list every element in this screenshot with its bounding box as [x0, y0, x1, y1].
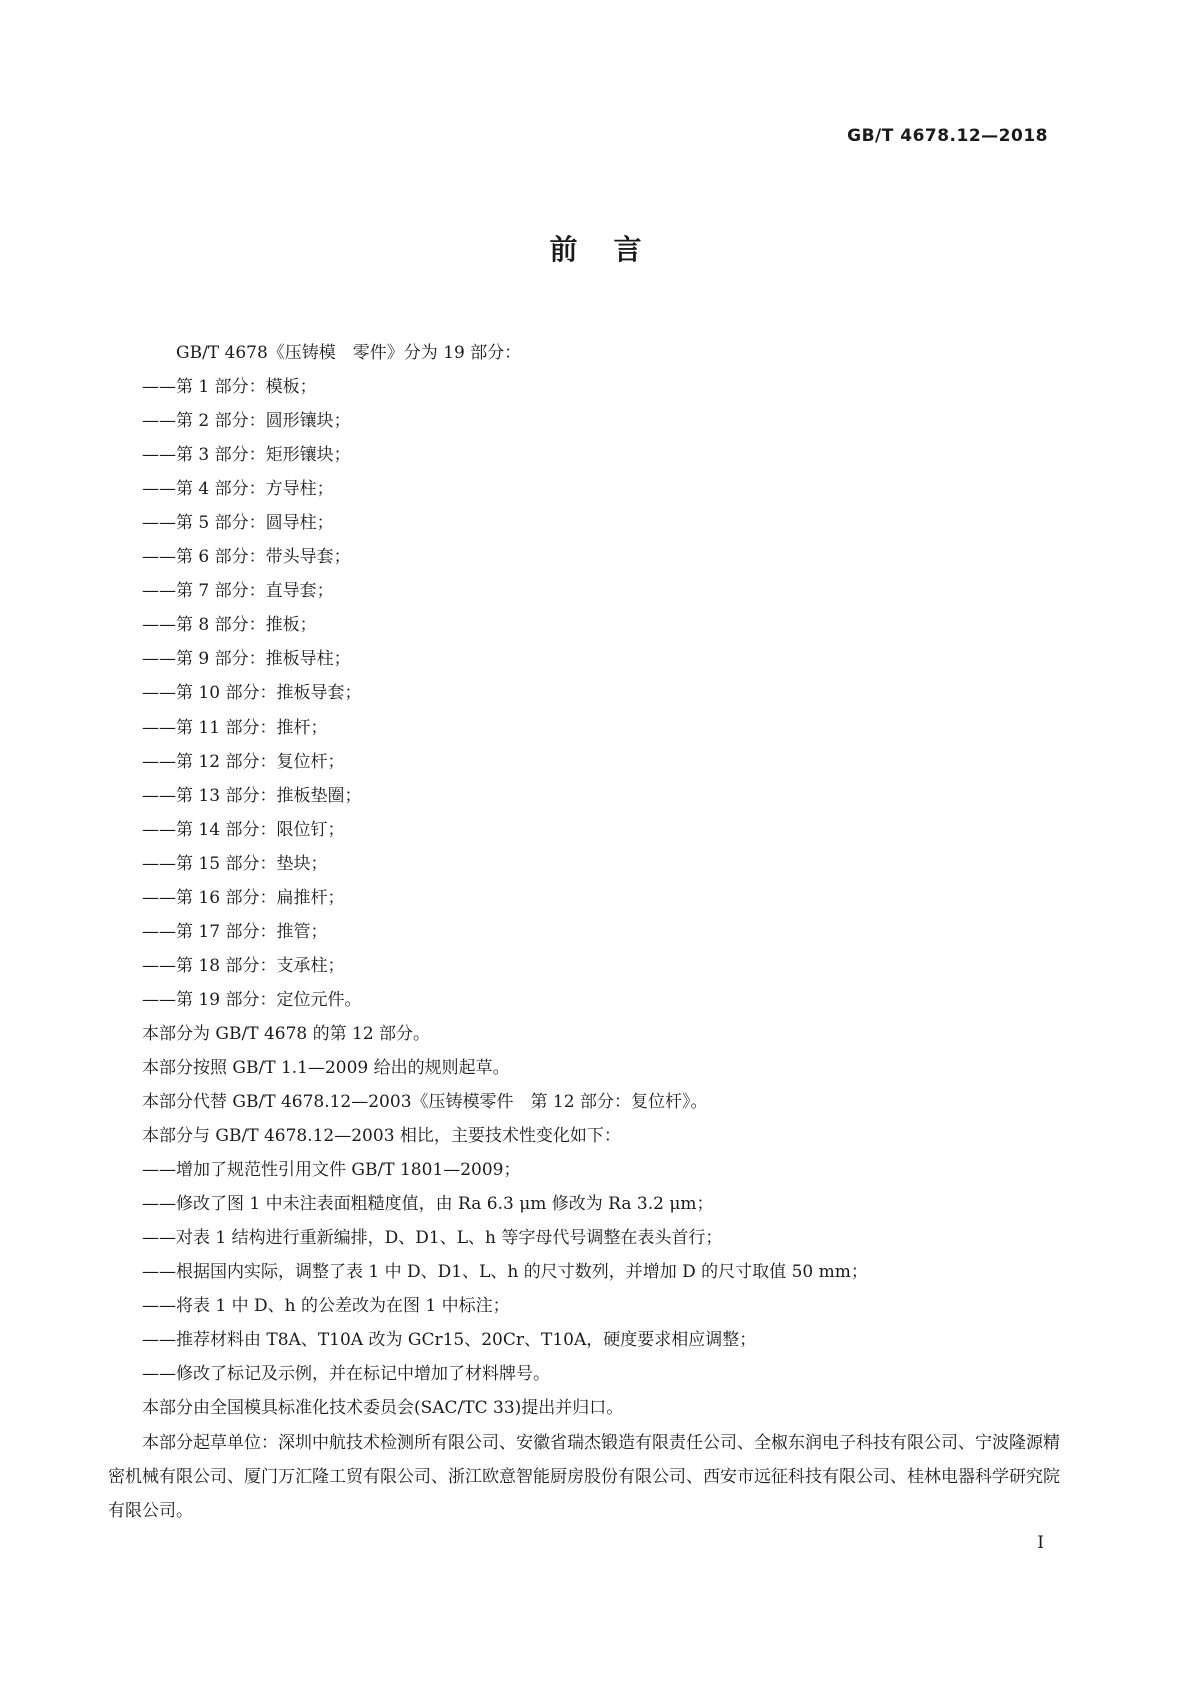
list-item: ——第 13 部分：推板垫圈； — [142, 785, 362, 806]
page-number: I — [1037, 1533, 1044, 1553]
list-item: ——第 16 部分：扁推杆； — [142, 887, 345, 908]
list-item: ——第 9 部分：推板导柱； — [142, 649, 351, 670]
list-item: ——第 17 部分：推管； — [142, 921, 328, 942]
list-item: ——第 1 部分：模板； — [142, 377, 317, 398]
parts-list — [142, 370, 1062, 1017]
list-item: ——第 2 部分：圆形镶块； — [142, 411, 351, 432]
document-code: GB/T 4678.12—2018 — [847, 126, 1048, 146]
page-title: 前言 — [549, 233, 678, 266]
drafters-paragraph: 本部分起草单位：深圳中航技术检测所有限公司、安徽省瑞杰锻造有限责任公司、全椒东润电子科技有限公司、宁波隆源精密机械有限公司、厦门万汇隆工贸有限公司、浙江欧意智能厨房股份有限公司、西安市远征科技有限公司、桂林电器科学研究院有限公司。 — [108, 1432, 1060, 1521]
list-item: ——第 6 部分：带头导套； — [142, 547, 351, 568]
list-item: ——修改了图 1 中未注表面粗糙度值，由 Ra 6.3 μm 修改为 Ra 3.2 μm； — [142, 1194, 714, 1215]
statement-line: 本部分为 GB/T 4678 的第 12 部分。 — [142, 1023, 431, 1044]
list-item: ——第 7 部分：直导套； — [142, 581, 334, 602]
proposer-line: 本部分由全国模具标准化技术委员会(SAC/TC 33)提出并归口。 — [142, 1398, 624, 1419]
list-item: ——第 4 部分：方导柱； — [142, 479, 334, 500]
list-item: ——增加了规范性引用文件 GB/T 1801—2009； — [142, 1160, 521, 1181]
foreword-body — [108, 336, 1062, 1528]
statement-line: 本部分代替 GB/T 4678.12—2003《压铸模零件 第 12 部分：复位杆》。 — [142, 1092, 708, 1113]
list-item: ——第 11 部分：推杆； — [142, 717, 328, 738]
list-item: ——第 3 部分：矩形镶块； — [142, 445, 351, 466]
list-item: ——第 10 部分：推板导套； — [142, 683, 362, 704]
list-item: ——第 15 部分：垫块； — [142, 853, 328, 874]
statement-line: 本部分按照 GB/T 1.1—2009 给出的规则起草。 — [142, 1057, 510, 1078]
list-item: ——第 19 部分：定位元件。 — [142, 989, 362, 1010]
intro-line: GB/T 4678《压铸模 零件》分为 19 部分： — [176, 343, 522, 363]
list-item: ——修改了标记及示例，并在标记中增加了材料牌号。 — [142, 1364, 550, 1385]
list-item: ——对表 1 结构进行重新编排，D、D1、L、h 等字母代号调整在表头首行； — [142, 1228, 723, 1249]
list-item: ——将表 1 中 D、h 的公差改为在图 1 中标注； — [142, 1296, 510, 1317]
list-item: ——第 12 部分：复位杆； — [142, 751, 345, 772]
list-item: ——推荐材料由 T8A、T10A 改为 GCr15、20Cr、T10A，硬度要求相应调整； — [142, 1330, 757, 1351]
list-item: ——第 5 部分：圆导柱； — [142, 513, 334, 534]
list-item: ——第 8 部分：推板； — [142, 615, 317, 636]
list-item: ——根据国内实际，调整了表 1 中 D、D1、L、h 的尺寸数列，并增加 D 的尺寸取值 50 mm； — [142, 1262, 868, 1283]
list-item: ——第 18 部分：支承柱； — [142, 955, 345, 976]
statement-line: 本部分与 GB/T 4678.12—2003 相比，主要技术性变化如下： — [142, 1126, 621, 1147]
changes-list — [142, 1153, 1062, 1391]
list-item: ——第 14 部分：限位钉； — [142, 819, 345, 840]
